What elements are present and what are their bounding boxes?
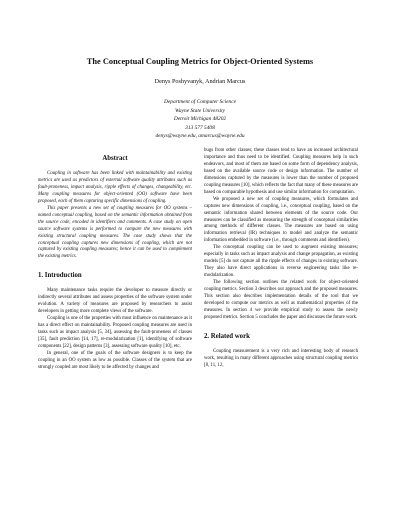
- left-column: [38, 150, 192, 372]
- body-paragraph: Coupling is one of the properties with most influence on maintenance as it has a direct effect on maintainability. Proposed coupling measures are used in tasks such as impact analysis [5, 34], assessing the fault-proneness of classes [35], fault prediction [14, 17], re-modularization [1], identifying of software components [22], design patterns [3], assessing software quality [10], etc.: [38, 316, 192, 350]
- body-paragraph: The conceptual coupling can be used to augment existing measures; especially in tasks such as impact analysis and change propagation, as existing models [5] do not capture all the ripple effects of changes in existing software. They also have direct applications in reverse engineering tasks like re-modularization.: [204, 245, 358, 279]
- author-affiliation: [20, 98, 380, 141]
- affiliation-department: Department of Computer Science: [163, 99, 236, 105]
- body-paragraph: The following section outlines the related work for object-oriented coupling metrics. Section 3 describes our approach and the proposed measures. This section also describes implementation details of the tool that we developed to compute our metrics as well as mathematical properties of the measures. In section 4 we provide empirical study to assess the newly proposed metrics. Section 5 concludes the paper and discusses the future work.: [204, 280, 358, 320]
- affiliation-emails: denys@wayne.edu, amarcus@wayne.edu: [155, 133, 245, 140]
- abstract-paragraph: Coupling in software has been linked with maintainability and existing metrics are used as predictors of external software quality attributes such as fault-proneness, impact analysis, ripple effects of changes, changeability, etc. Many coupling measures for object-oriented (OO) software have been proposed, each of them capturing specific dimensions of coupling.: [38, 171, 192, 204]
- affiliation-university: Wayne State University: [174, 107, 226, 114]
- paper-authors: Denys Poshyvanyk, Andrian Marcus: [154, 78, 246, 85]
- affiliation-city: Detroit Michigan 48202: [173, 116, 227, 123]
- body-paragraph: Many maintenance tasks require the developer to measure directly or indirectly several attributes and assess properties of the software system under evolution. A variety of measures are proposed by researchers to assist developers in getting more complete views of the software.: [38, 288, 192, 315]
- introduction-heading: 1. Introduction: [38, 272, 82, 280]
- body-paragraph: In general, one of the goals of the software designers is to keep the coupling in an OO system as low as possible. Classes of the system that are strongly coupled are most likely to be affected by changes and: [38, 350, 192, 370]
- body-paragraph: Coupling measurement is a very rich and interesting body of research work, resulting in many different approaches using structural coupling metrics [8, 11, 12,: [204, 348, 358, 368]
- affiliation-phone: 313 577 5408: [185, 124, 215, 131]
- body-paragraph: bugs from other classes; these classes tend to have an increased architectural importance and thus need to be identified. Coupling measures help in such endeavors, and most of them are based on some form of dependency analysis, based on the available source code or design information. The number of dimensions captured by the measures is lower than the number of proposed coupling measures [10], which reflects the fact that many of these measures are based on comparable hypothesis and use similar information for computation.: [204, 148, 358, 195]
- abstract-body: [38, 171, 192, 261]
- paper-title: The Conceptual Coupling Metrics for Object-Oriented Systems: [86, 57, 314, 66]
- body-paragraph: We proposed a new set of coupling measures, which formulates and captures new dimensions of coupling, i.e., conceptual coupling, based on the semantic information shared between elements of the source code. Our measures can be classified as measuring the strength of conceptual similarities among methods of different classes. The measures are based on using information retrieval (IR) techniques to model and analyze the semantic information embedded in software (i.e., through comments and identifiers).: [204, 196, 358, 244]
- abstract-paragraph: This paper presents a new set of coupling measures for OO systems – named conceptual coupling, based on the semantic information obtained from the source code, encoded in identifiers and comments. A case study on open source software systems is performed to compare the new measures with existing structural coupling measures. The case study shows that the conceptual coupling captures new dimensions of coupling, which are not captured by existing coupling measures; hence it can be used to complement the existing metrics.: [38, 205, 192, 260]
- right-column: [204, 148, 358, 370]
- abstract-heading: Abstract: [102, 155, 128, 162]
- related-work-heading: 2. Related work: [204, 332, 250, 340]
